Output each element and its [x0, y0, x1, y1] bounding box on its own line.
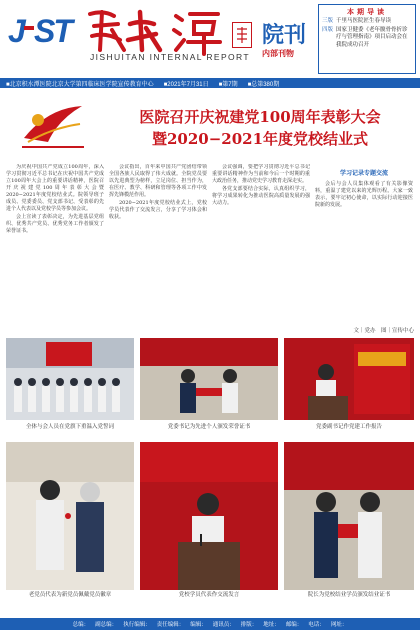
article-column-4: 学习记录专题交流 会后与会人员集体观看了有关影像资料，重温了建党以来的光辉历程。大家一致表示，要牢记初心使命，以实际行动迎接医院新的发展。	[315, 170, 413, 208]
headline-line-1: 医院召开庆祝建党100周年表彰大会	[139, 108, 381, 126]
headline-line-2: 暨2020−2021年度党校结业式	[151, 130, 369, 148]
issue-info-bar	[0, 78, 420, 88]
issue-date: ■2021年7月31日	[163, 81, 209, 88]
byline: 文｜党办 图｜宣传中心	[353, 328, 414, 334]
svg-text:J: J	[8, 13, 24, 49]
english-title: JISHUITAN INTERNAL REPORT	[90, 52, 250, 62]
photo-speech	[140, 442, 278, 590]
photo-caption: 全体与会人员在党旗下重温入党誓词	[25, 424, 114, 430]
masthead	[0, 0, 420, 78]
issue-guide	[318, 4, 416, 74]
article-column-1: 为庆祝中国共产党成立100周年，深入学习贯彻习近平总书记在庆祝中国共产党成立100周年大会上的重要讲话精神，医院召开庆祝建党100周年表彰大会暨2020−2021年度党校结业式。院领导班子成员、党委委员、党支部书记、受表彰的先进个人代表以及党校学员等参加会议。 会上宣读了表彰决定，为先进基层党组织、优秀共产党员、优秀党务工作者颁发了荣誉证书。	[6, 164, 104, 234]
article-column-2: 会议指出，百年来中国共产党团结带领全国各族人民取得了伟大成就。全院党员要以先进典型为榜样，立足岗位、担当作为，在医疗、教学、科研和管理等各项工作中发挥先锋模范作用。 2020−2021年度党校结业式上，党校学员代表作了交流发言，分享了学习体会和收获。	[109, 164, 207, 220]
photo-caption: 老党员代表为新党员佩戴党员徽章	[28, 592, 112, 598]
party-centenary-logo	[18, 98, 88, 154]
photo-caption: 党委副书记作党建工作报告	[315, 424, 382, 430]
photo-badge	[6, 442, 134, 590]
photo-caption: 党委书记为先进个人颁发荣誉证书	[167, 424, 251, 430]
photo-graduation	[284, 442, 414, 590]
photo-caption: 党校学员代表作交流发言	[178, 592, 240, 598]
section-subhead: 学习记录专题交流	[339, 170, 388, 177]
internal-tag: 内部刊物	[262, 48, 294, 58]
publication-label: 院刊	[262, 22, 307, 48]
headline-block	[0, 92, 420, 156]
svg-text:ST: ST	[34, 13, 71, 49]
issue-number: ■第7期	[218, 81, 238, 88]
jst-logo	[6, 10, 84, 59]
guide-item[interactable]: 四版 国家卫健委《老年髋骨骨折诊疗与管理指南》项目启动会在我院成功召开	[322, 27, 408, 48]
photo-caption: 院长为党校结业学员颁发结业证书	[307, 592, 391, 598]
guide-item[interactable]: 三版 千里马医院匠生春导读	[322, 18, 392, 24]
org-name: ■北京积水潭医院北京大学第四临床医学院宣传教育中心	[6, 81, 154, 88]
seal-stamp	[232, 22, 252, 48]
photo-report	[284, 338, 414, 420]
total-issue: ■总第380期	[247, 81, 280, 88]
footer-credits: 总编： 副总编： 执行编辑： 责任编辑： 编辑： 通讯员： 排版： 地址： 邮编： 电话： 网址：	[0, 618, 420, 630]
photo-award	[140, 338, 278, 420]
guide-title: 本期导读	[347, 9, 387, 16]
article-body	[6, 164, 414, 330]
article-column-3: 会议强调，要把学习贯彻习近平总书记重要讲话精神作为当前和今后一个时期的重大政治任务，推动党史学习教育走深走实。 各党支部要结合实际，认真组织学习，将学习成果转化为推动医院高质量发展的强大动力。	[212, 164, 310, 206]
photo-oath	[6, 338, 134, 420]
